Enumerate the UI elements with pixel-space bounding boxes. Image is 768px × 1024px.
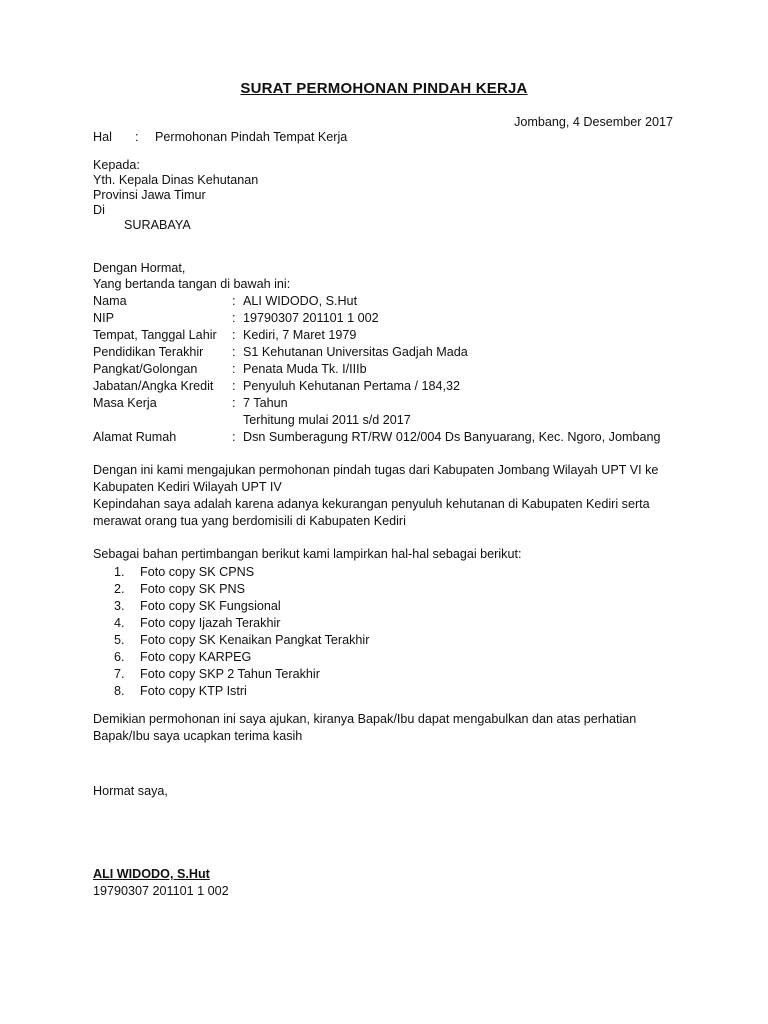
field-colon: : (232, 430, 236, 444)
list-number: 8. (114, 684, 125, 698)
list-item (114, 581, 245, 598)
intro-line: Yang bertanda tangan di bawah ini: (93, 277, 291, 291)
field-value: Penyuluh Kehutanan Pertama / 184,32 (243, 379, 461, 393)
subject-label: Hal (93, 130, 112, 144)
list-item (114, 666, 320, 683)
signature-name: ALI WIDODO, S.Hut (93, 867, 210, 881)
field-label: Tempat, Tanggal Lahir (93, 328, 217, 342)
list-item (114, 649, 251, 666)
list-number: 7. (114, 667, 125, 681)
recipient-line: Di (93, 203, 105, 217)
list-number: 3. (114, 599, 125, 613)
field-colon: : (232, 396, 236, 410)
list-text: Foto copy KTP Istri (140, 684, 247, 698)
list-item (114, 615, 280, 632)
field-colon: : (232, 345, 236, 359)
field-value: 7 Tahun (243, 396, 288, 410)
list-number: 1. (114, 565, 125, 579)
list-item (114, 683, 247, 700)
field-label: Alamat Rumah (93, 430, 177, 444)
field-value: 19790307 201101 1 002 (243, 311, 379, 325)
subject-colon: : (135, 130, 139, 144)
list-number: 5. (114, 633, 125, 647)
recipient-line: Kepada: (93, 158, 140, 172)
field-label: Pendidikan Terakhir (93, 345, 204, 359)
field-value: Dsn Sumberagung RT/RW 012/004 Ds Banyuarang, Kec. Ngoro, Jombang (243, 430, 661, 444)
list-text: Foto copy SK Kenaikan Pangkat Terakhir (140, 633, 370, 647)
list-text: Foto copy SKP 2 Tahun Terakhir (140, 667, 320, 681)
field-value: Kediri, 7 Maret 1979 (243, 328, 357, 342)
field-colon: : (232, 294, 236, 308)
body-paragraph: Kepindahan saya adalah karena adanya kekurangan penyuluh kehutanan di Kabupaten Kediri serta merawat orang tua yang berdomisili di Kabupaten Kediri (93, 497, 650, 528)
field-colon: : (232, 362, 236, 376)
list-number: 2. (114, 582, 125, 596)
subject-value: Permohonan Pindah Tempat Kerja (155, 130, 348, 144)
field-label: Masa Kerja (93, 396, 157, 410)
list-text: Foto copy SK Fungsional (140, 599, 281, 613)
field-value-continuation: Terhitung mulai 2011 s/d 2017 (243, 413, 411, 427)
closing-paragraph: Demikian permohonan ini saya ajukan, kiranya Bapak/Ibu dapat mengabulkan dan atas perhatian Bapak/Ibu saya ucapkan terima kasih (93, 712, 637, 743)
signature-nip: 19790307 201101 1 002 (93, 884, 229, 898)
list-item (114, 632, 369, 649)
body-paragraph: Dengan ini kami mengajukan permohonan pindah tugas dari Kabupaten Jombang Wilayah UPT VI ke Kabupaten Kediri Wilayah UPT IV (93, 463, 659, 494)
recipient-city: SURABAYA (124, 218, 191, 232)
list-item (114, 598, 281, 615)
field-colon: : (232, 328, 236, 342)
greeting: Dengan Hormat, (93, 261, 186, 275)
list-item (114, 564, 254, 581)
list-text: Foto copy Ijazah Terakhir (140, 616, 281, 630)
recipient-line: Provinsi Jawa Timur (93, 188, 206, 202)
list-number: 4. (114, 616, 125, 630)
field-value: S1 Kehutanan Universitas Gadjah Mada (243, 345, 468, 359)
attachments-intro: Sebagai bahan pertimbangan berikut kami lampirkan hal-hal sebagai berikut: (93, 547, 522, 561)
field-label: NIP (93, 311, 114, 325)
field-label: Nama (93, 294, 127, 308)
field-value: ALI WIDODO, S.Hut (243, 294, 358, 308)
list-number: 6. (114, 650, 125, 664)
field-label: Jabatan/Angka Kredit (93, 379, 214, 393)
field-colon: : (232, 311, 236, 325)
closing-salutation: Hormat saya, (93, 784, 168, 798)
field-label: Pangkat/Golongan (93, 362, 198, 376)
list-text: Foto copy SK PNS (140, 582, 245, 596)
recipient-line: Yth. Kepala Dinas Kehutanan (93, 173, 259, 187)
list-text: Foto copy KARPEG (140, 650, 252, 664)
letter-title: SURAT PERMOHONAN PINDAH KERJA (240, 80, 528, 97)
field-colon: : (232, 379, 236, 393)
list-text: Foto copy SK CPNS (140, 565, 255, 579)
field-value: Penata Muda Tk. I/IIIb (243, 362, 367, 376)
letter-date: Jombang, 4 Desember 2017 (514, 115, 673, 129)
